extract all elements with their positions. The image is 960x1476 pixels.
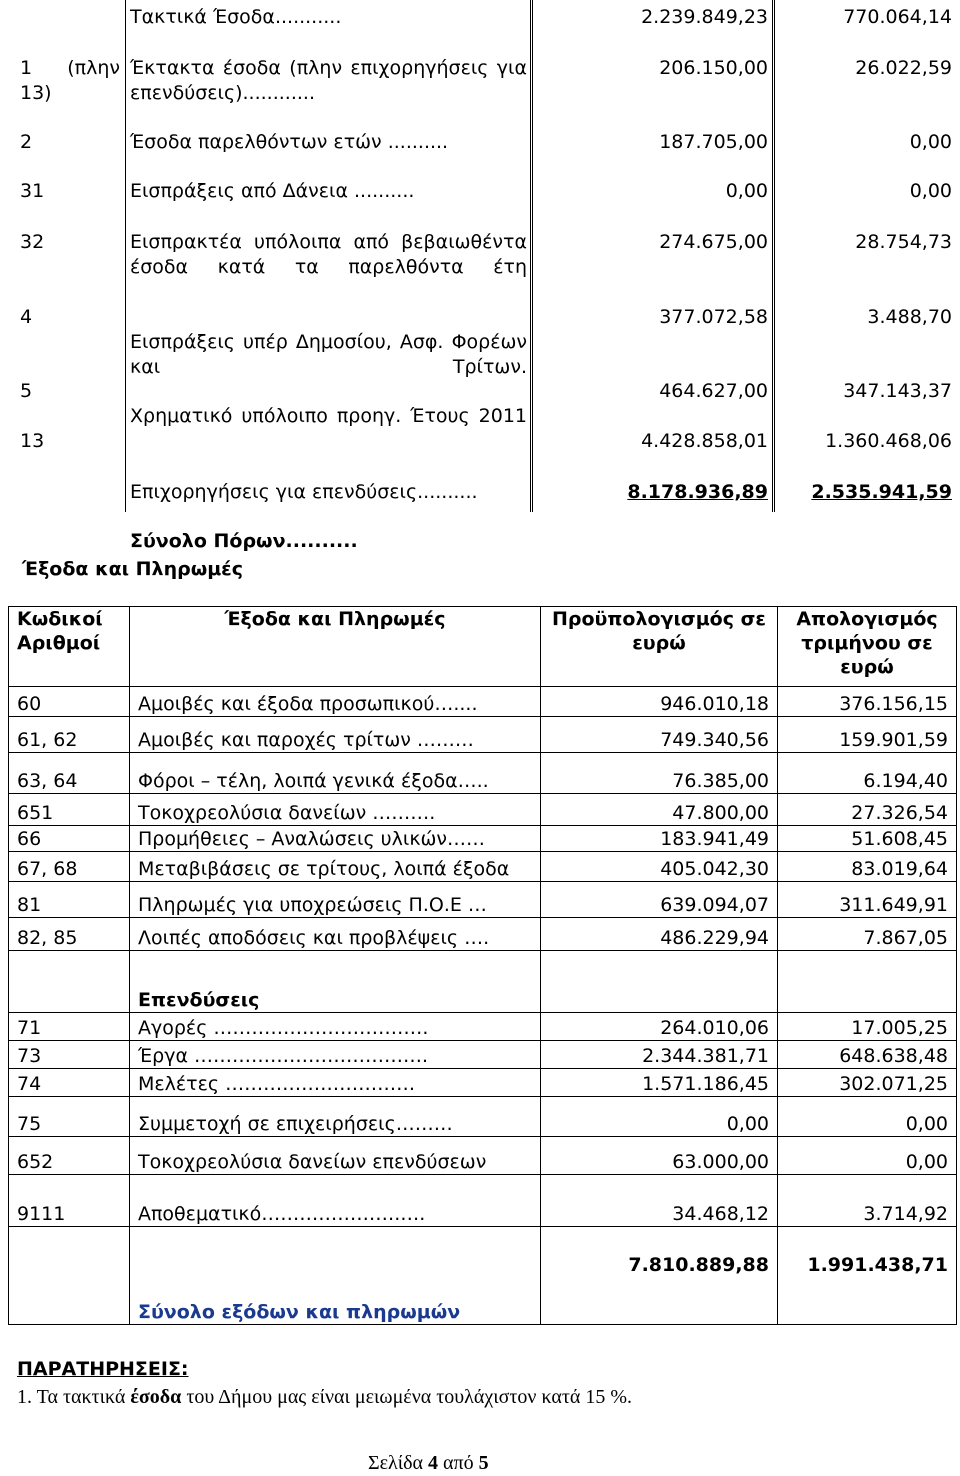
expense-description: Μελέτες ………………………… [130, 1069, 541, 1097]
expense-actual: 51.608,45 [778, 826, 957, 852]
income-label: Έσοδα παρελθόντων ετών .......... [130, 131, 449, 153]
expense-budget: 2.344.381,71 [541, 1041, 778, 1069]
income-code: 5 [20, 380, 33, 402]
expense-code: 652 [9, 1137, 130, 1175]
expense-actual: 302.071,25 [778, 1069, 957, 1097]
income-label: Εισπρακτέα υπόλοιπα από βεβαιωθέντα έσοδα κατά τα παρελθόντα έτη [130, 231, 527, 278]
income-code: 13 [20, 430, 45, 452]
income-total-label: Σύνολο Πόρων.......... [130, 530, 358, 552]
expense-code: 71 [9, 1013, 130, 1041]
expense-actual: 376.156,15 [778, 687, 957, 717]
expense-description: Αμοιβές και έξοδα προσωπικού….... [130, 687, 541, 717]
expense-actual: 0,00 [778, 1097, 957, 1137]
expense-budget: 405.042,30 [541, 852, 778, 882]
expense-code: 82, 85 [9, 918, 130, 951]
footer-page-total: 5 [478, 1452, 489, 1474]
expense-actual: 6.194,40 [778, 753, 957, 794]
income-budget-value: 187.705,00 [659, 131, 768, 153]
expense-description: Μεταβιβάσεις σε τρίτους, λοιπά έξοδα [130, 852, 541, 882]
expense-description: Τοκοχρεολύσια δανείων ………. [130, 794, 541, 826]
expense-actual: 648.638,48 [778, 1041, 957, 1069]
investments-label: Επενδύσεις [130, 951, 541, 1013]
expense-code: 73 [9, 1041, 130, 1069]
expense-code: 9111 [9, 1175, 130, 1227]
income-total-budget: 8.178.936,89 [627, 481, 768, 503]
notes-text-bold: έσοδα [130, 1386, 182, 1408]
income-actual-value: 3.488,70 [867, 306, 952, 328]
income-label: Εισπράξεις από Δάνεια .......... [130, 180, 415, 202]
expense-actual: 311.649,91 [778, 882, 957, 918]
expense-code: 67, 68 [9, 852, 130, 882]
income-actual-value: 0,00 [909, 131, 952, 153]
expense-actual: 0,00 [778, 1137, 957, 1175]
income-budget-value: 4.428.858,01 [641, 430, 768, 452]
expense-budget: 486.229,94 [541, 918, 778, 951]
income-label: Εισπράξεις υπέρ Δημοσίου, Ασφ. Φορέων και Τρίτων. [130, 331, 527, 378]
income-budget-value: 464.627,00 [659, 380, 768, 402]
income-actual-value: 0,00 [909, 180, 952, 202]
income-label: Έκτακτα έσοδα (πλην επιχορηγήσεις για επενδύσεις)............ [130, 57, 527, 104]
expense-budget: 639.094,07 [541, 882, 778, 918]
table-row [9, 1097, 957, 1137]
expense-description: Προμήθειες – Αναλώσεις υλικών…… [130, 826, 541, 852]
table-row [9, 918, 957, 951]
income-code: 31 [20, 180, 45, 202]
table-row [9, 1069, 957, 1097]
expense-budget: 183.941,49 [541, 826, 778, 852]
expense-actual: 3.714,92 [778, 1175, 957, 1227]
expense-description: Πληρωμές για υποχρεώσεις Π.Ο.Ε … [130, 882, 541, 918]
footer-text: Σελίδα [368, 1452, 429, 1474]
expenses-table [8, 606, 957, 1325]
expense-budget: 76.385,00 [541, 753, 778, 794]
expense-description: Φόροι – τέλη, λοιπά γενικά έξοδα….. [130, 753, 541, 794]
notes-text: 1. Τα τακτικά [17, 1386, 131, 1408]
expense-budget: 47.800,00 [541, 794, 778, 826]
income-label: Χρηματικό υπόλοιπο προηγ. Έτους 2011 [130, 405, 527, 427]
income-budget-value: 0,00 [725, 180, 768, 202]
footer-page-number: 4 [428, 1452, 439, 1474]
expense-description: Έργα ………………………………. [130, 1041, 541, 1069]
expense-description: Τοκοχρεολύσια δανείων επενδύσεων [130, 1137, 541, 1175]
expenses-total-label: Σύνολο εξόδων και πληρωμών [130, 1227, 541, 1325]
income-budget-value: 206.150,00 [659, 57, 768, 79]
expense-code: 651 [9, 794, 130, 826]
header-codes: Κωδικοί Αριθμοί [9, 607, 130, 687]
expense-code: 74 [9, 1069, 130, 1097]
header-budget: Προϋπολογισμός σε ευρώ [541, 607, 778, 687]
expense-budget: 34.468,12 [541, 1175, 778, 1227]
expense-description: Αμοιβές και παροχές τρίτων ……… [130, 717, 541, 753]
notes-heading: ΠΑΡΑΤΗΡΗΣΕΙΣ: [17, 1358, 189, 1380]
income-code: 32 [20, 231, 45, 253]
expense-actual: 83.019,64 [778, 852, 957, 882]
expenses-total-actual: 1.991.438,71 [778, 1227, 957, 1325]
expenses-section-heading: Έξοδα και Πληρωμές [22, 558, 244, 580]
expense-budget: 264.010,06 [541, 1013, 778, 1041]
table-row [9, 1041, 957, 1069]
table-row [9, 882, 957, 918]
expense-code: 63, 64 [9, 753, 130, 794]
income-actual-value: 28.754,73 [855, 231, 952, 253]
income-budget-value: 2.239.849,23 [641, 6, 768, 28]
expense-budget: 749.340,56 [541, 717, 778, 753]
table-row [9, 951, 957, 1013]
expense-actual: 17.005,25 [778, 1013, 957, 1041]
expense-budget: 0,00 [541, 1097, 778, 1137]
expense-budget: 1.571.186,45 [541, 1069, 778, 1097]
table-row [9, 687, 957, 717]
expense-code: 66 [9, 826, 130, 852]
notes-text: του Δήμου μας είναι μειωμένα τουλάχιστον κατά 15 %. [181, 1386, 633, 1408]
table-row [9, 1175, 957, 1227]
expenses-total-budget: 7.810.889,88 [541, 1227, 778, 1325]
expense-code: 75 [9, 1097, 130, 1137]
page-footer [368, 1450, 489, 1476]
income-label: Επιχορηγήσεις για επενδύσεις.......... [130, 481, 478, 503]
expense-budget: 63.000,00 [541, 1137, 778, 1175]
expense-description: Αποθεματικό………………….…. [130, 1175, 541, 1227]
expense-description: Λοιπές αποδόσεις και προβλέψεις …. [130, 918, 541, 951]
income-actual-value: 26.022,59 [855, 57, 952, 79]
income-code: 1 (πλην 13) [20, 57, 120, 104]
expense-budget: 946.010,18 [541, 687, 778, 717]
footer-text: από [438, 1452, 479, 1474]
income-budget-value: 377.072,58 [659, 306, 768, 328]
expense-code: 61, 62 [9, 717, 130, 753]
income-total-actual: 2.535.941,59 [811, 481, 952, 503]
table-row [9, 1137, 957, 1175]
expense-description: Συμμετοχή σε επιχειρήσεις……… [130, 1097, 541, 1137]
expense-actual: 7.867,05 [778, 918, 957, 951]
table-row-total [9, 1227, 957, 1325]
expense-actual: 159.901,59 [778, 717, 957, 753]
expense-code: 60 [9, 687, 130, 717]
income-label: Τακτικά Έσοδα........... [130, 6, 342, 28]
table-row [9, 794, 957, 826]
income-actual-value: 1.360.468,06 [825, 430, 952, 452]
income-budget-value: 274.675,00 [659, 231, 768, 253]
income-code: 2 [20, 131, 33, 153]
notes-line [17, 1384, 632, 1410]
header-actual: Απολογισμός τριμήνου σε ευρώ [778, 607, 957, 687]
income-actual-value: 770.064,14 [843, 6, 952, 28]
table-row [9, 753, 957, 794]
expense-actual: 27.326,54 [778, 794, 957, 826]
table-row [9, 852, 957, 882]
income-actual-value: 347.143,37 [843, 380, 952, 402]
expense-code: 81 [9, 882, 130, 918]
table-row [9, 826, 957, 852]
header-description: Έξοδα και Πληρωμές [130, 607, 541, 687]
income-code: 4 [20, 306, 33, 328]
table-row [9, 717, 957, 753]
table-row [9, 1013, 957, 1041]
expense-description: Αγορές ……………………………. [130, 1013, 541, 1041]
